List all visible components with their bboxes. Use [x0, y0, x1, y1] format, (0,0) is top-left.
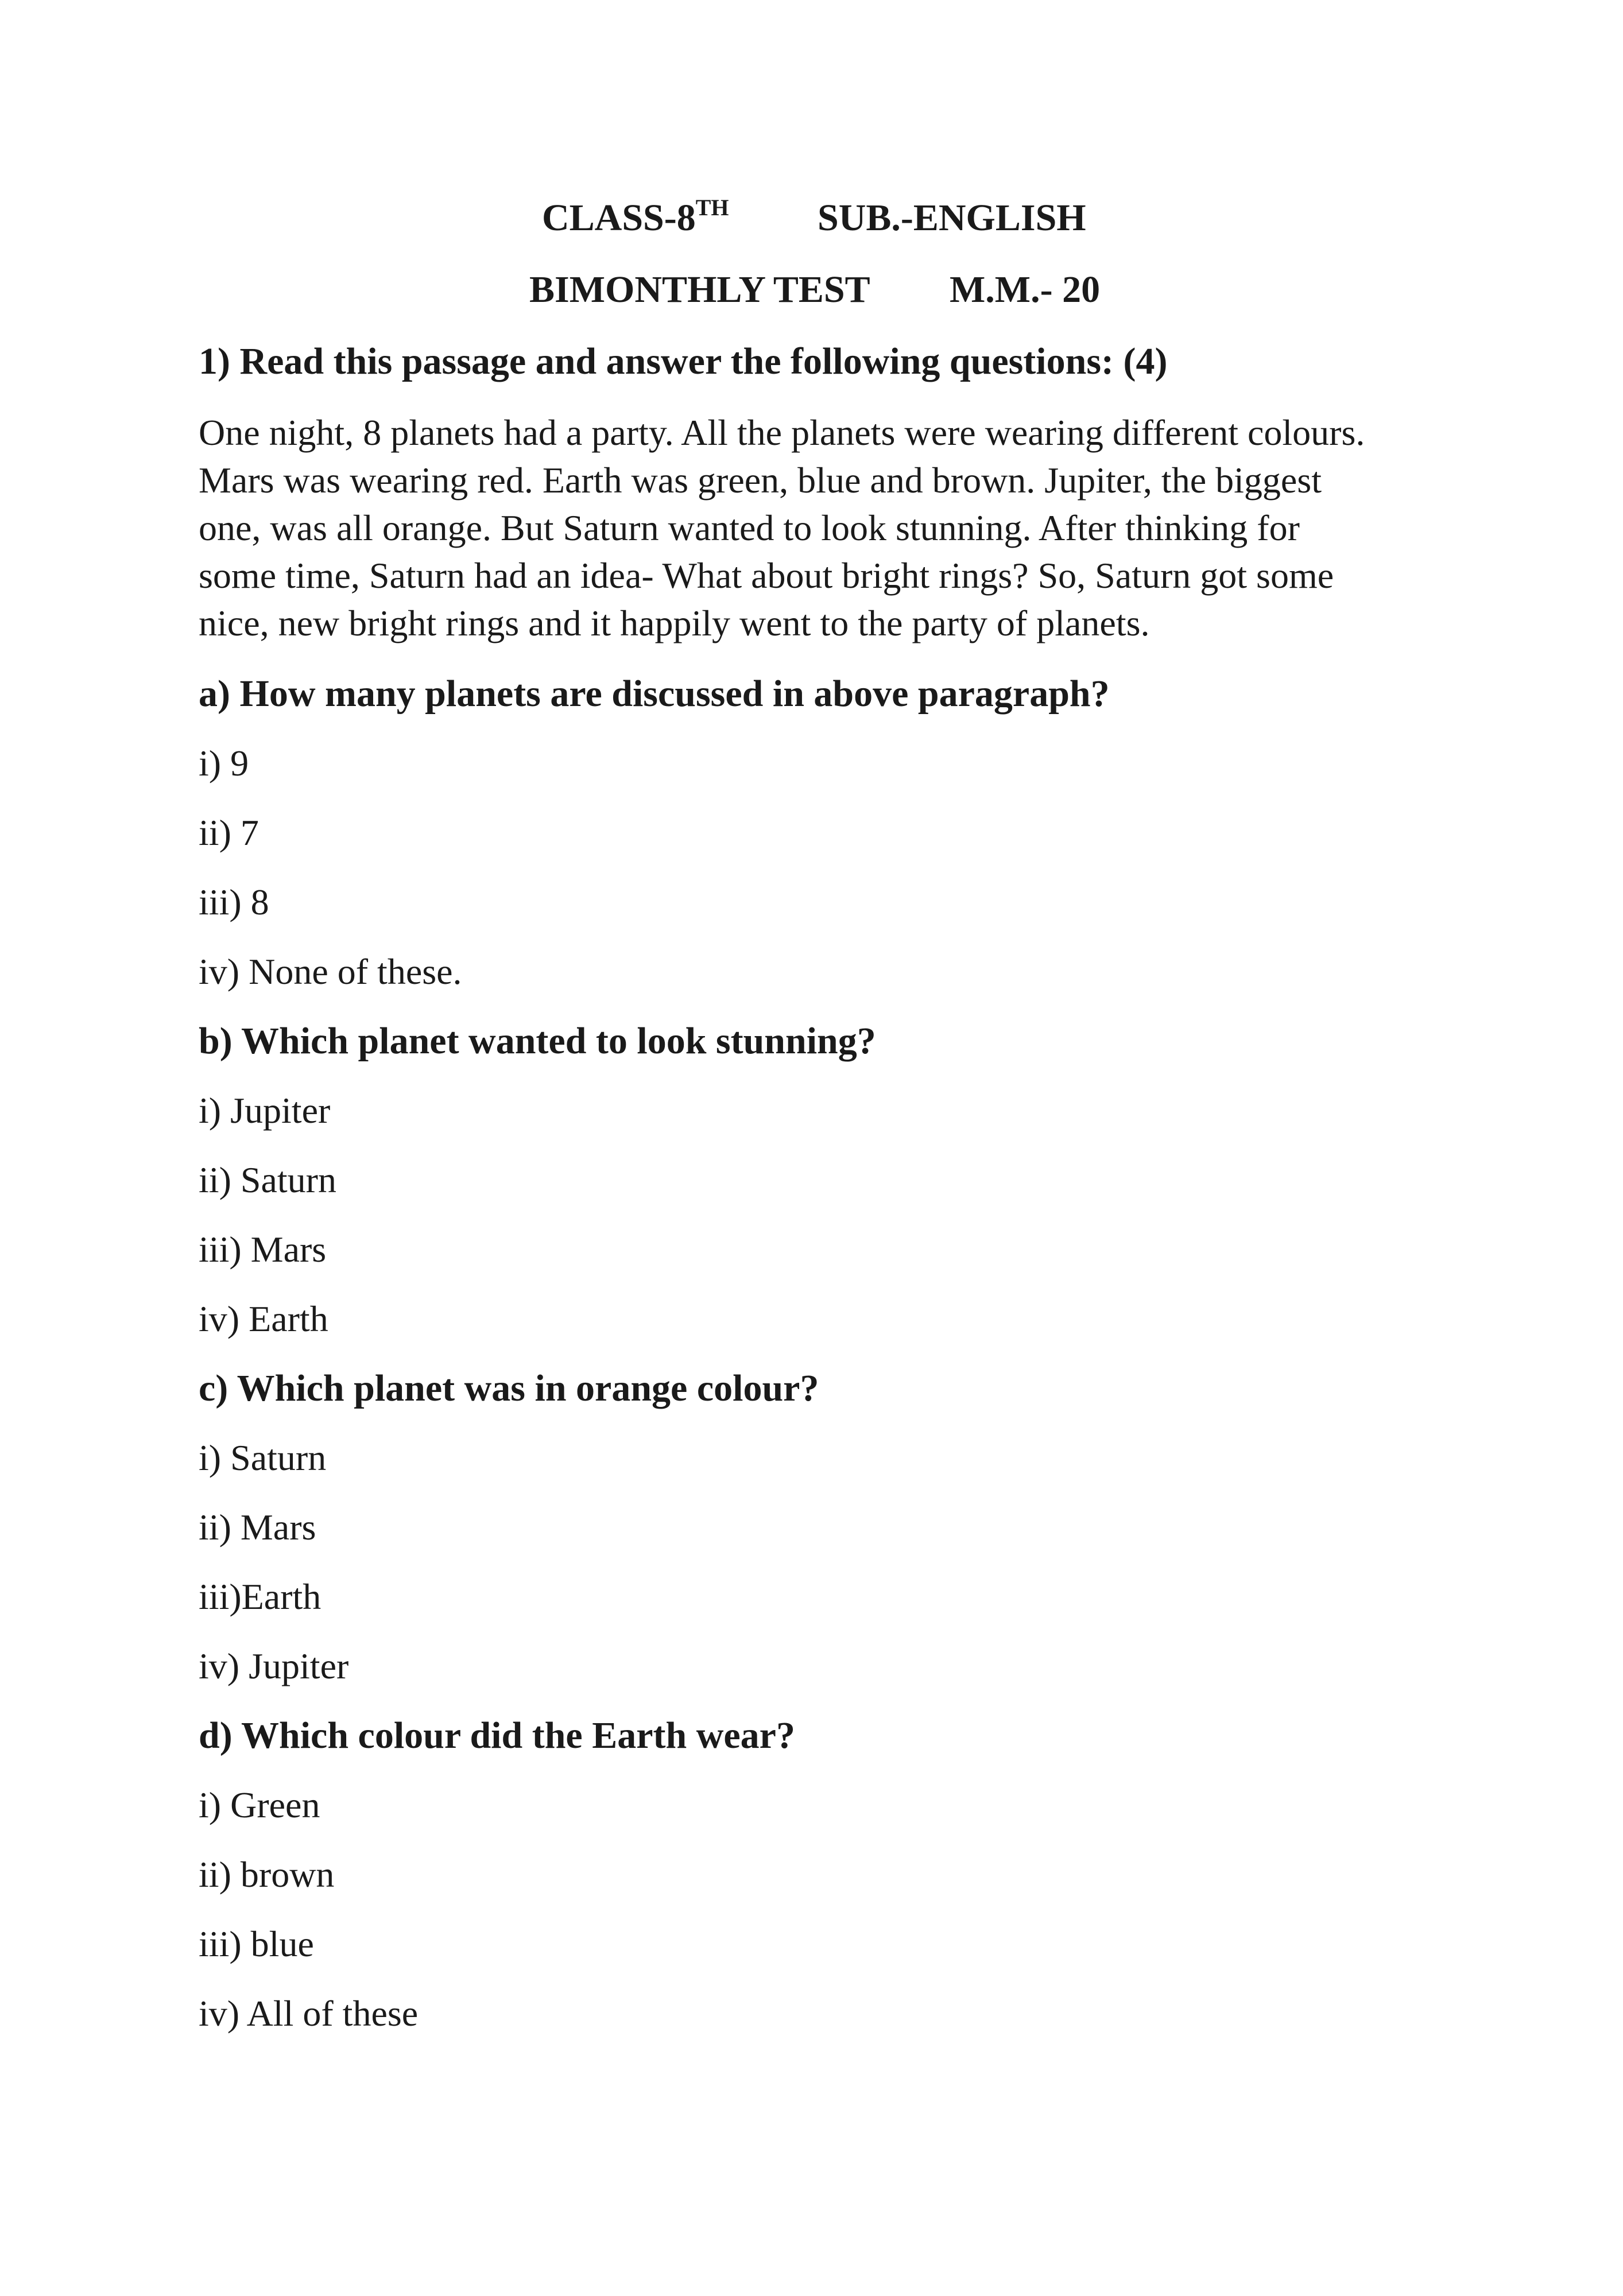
option-a-iii: iii) 8	[199, 882, 269, 922]
option-d-ii: ii) brown	[199, 1854, 335, 1895]
class-label	[542, 195, 729, 241]
option-b-iii: iii) Mars	[199, 1229, 327, 1270]
option-a-i: i) 9	[199, 743, 249, 784]
passage-line: one, was all orange. But Saturn wanted to look stunning. After thinking for	[199, 507, 1300, 548]
sub-question-c-text: c) Which planet was in orange colour?	[199, 1367, 819, 1409]
class-label-text: CLASS-8	[542, 197, 696, 239]
option-c-i: i) Saturn	[199, 1437, 327, 1478]
sub-question-d-text: d) Which colour did the Earth wear?	[199, 1715, 795, 1756]
sub-question-a	[199, 671, 1439, 995]
option-d-iii: iii) blue	[199, 1923, 314, 1964]
reading-passage	[199, 409, 1439, 647]
question-1-heading: 1) Read this passage and answer the following questions: (4)	[199, 340, 1168, 382]
sub-question-c	[199, 1366, 1439, 1689]
class-superscript: TH	[695, 195, 729, 220]
option-b-ii: ii) Saturn	[199, 1159, 336, 1200]
option-c-ii: ii) Mars	[199, 1507, 316, 1548]
passage-line: nice, new bright rings and it happily went to the party of planets.	[199, 603, 1150, 643]
option-a-iv: iv) None of these.	[199, 951, 462, 992]
option-b-iv: iv) Earth	[199, 1298, 328, 1339]
option-a-ii: ii) 7	[199, 812, 259, 853]
passage-line: some time, Saturn had an idea- What about bright rings? So, Saturn got some	[199, 555, 1334, 596]
sub-question-b-text: b) Which planet wanted to look stunning?	[199, 1020, 876, 1062]
question-1-section	[199, 339, 1439, 2060]
option-b-i: i) Jupiter	[199, 1090, 331, 1131]
max-marks: M.M.- 20	[950, 269, 1101, 311]
option-d-iv: iv) All of these	[199, 1993, 419, 2034]
sub-question-d	[199, 1713, 1439, 2037]
test-name: BIMONTHLY TEST	[529, 269, 870, 311]
subject-label: SUB.-ENGLISH	[818, 197, 1086, 239]
sub-question-b	[199, 1018, 1439, 1342]
option-d-i: i) Green	[199, 1785, 320, 1825]
option-c-iii: iii)Earth	[199, 1576, 321, 1617]
passage-line: One night, 8 planets had a party. All the planets were wearing different colours.	[199, 412, 1365, 453]
option-c-iv: iv) Jupiter	[199, 1646, 349, 1686]
sub-question-a-text: a) How many planets are discussed in above paragraph?	[199, 673, 1110, 715]
passage-line: Mars was wearing red. Earth was green, blue and brown. Jupiter, the biggest	[199, 460, 1322, 501]
